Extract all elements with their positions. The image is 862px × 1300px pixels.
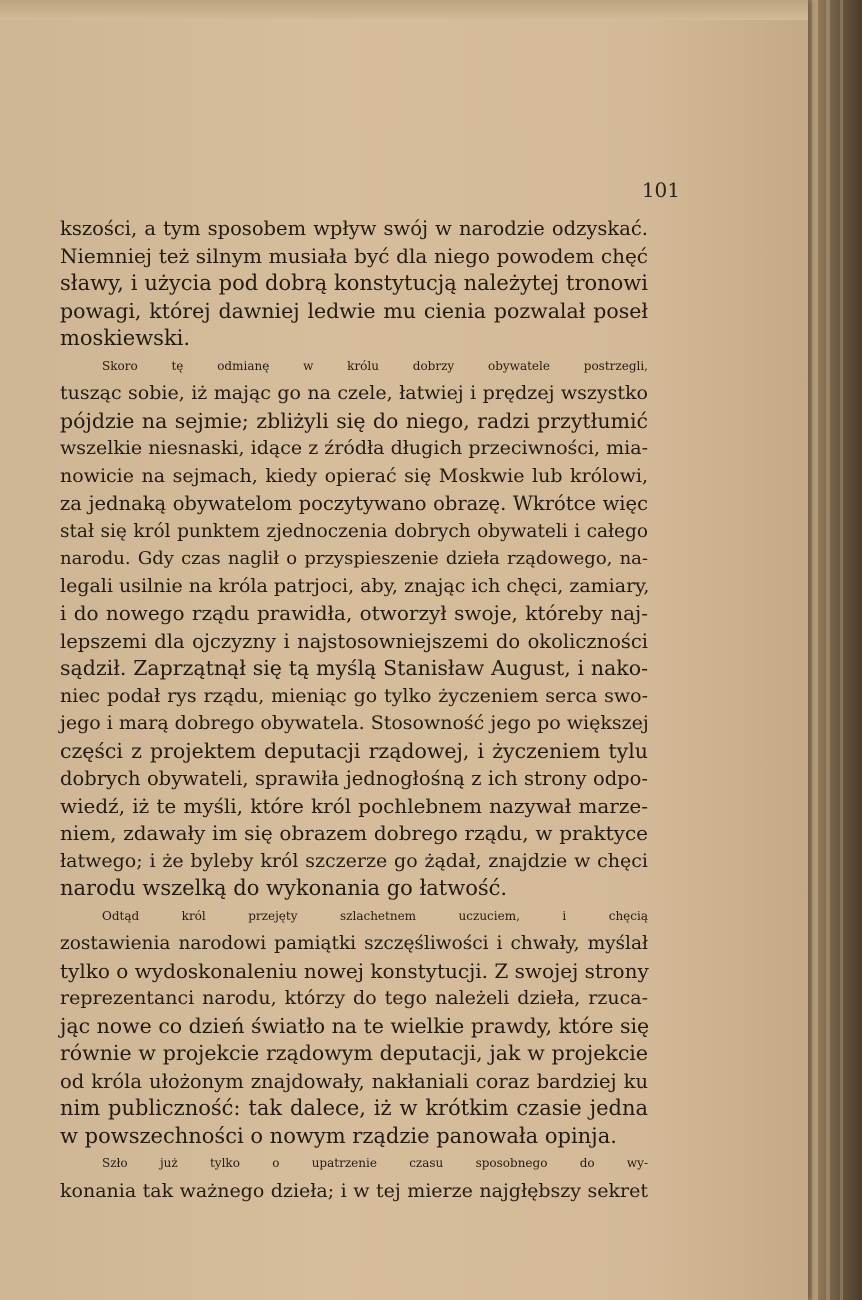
text-line: pójdzie na sejmie; zbliżyli się do niego, radzi przytłumić [60,408,648,433]
page-edge-line [840,0,843,1300]
text-line: Niemniej też silnym musiała być dla niego powodem chęć [60,243,648,268]
text-line: narodu wszelką do wykonania go łatwość. [60,876,508,900]
text-line: jąc nowe co dzień światło na te wielkie prawdy, które się [60,1013,650,1038]
text-line: sławy, i użycia pod dobrą konstytucją należytej tronowi [60,271,648,295]
page-number: 101 [641,178,680,202]
text-line: dobrych obywateli, sprawiła jednogłośną z ich strony odpo- [60,767,648,790]
text-line: powagi, której dawniej ledwie mu cienia pozwalał poseł [60,298,648,323]
text-line: sądził. Zaprzątnął się tą myślą Stanisław August, i nako- [60,656,648,680]
text-line: kszości, a tym sposobem wpływ swój w narodzie odzyskać. [60,217,648,240]
page-edge-line [826,0,830,1300]
text-line: reprezentanci narodu, którzy do tego należeli dzieła, rzuca- [60,987,648,1009]
text-line: Szło już tylko o upatrzenie czasu sposobnego do wy- [102,1156,648,1170]
text-line: zostawienia narodowi pamiątki szczęśliwości i chwały, myślał [60,933,648,954]
text-line: legali usilnie na króla patrjoci, aby, znając ich chęci, zamiary, [60,574,650,597]
body-text [60,215,648,1205]
text-line: moskiewski. [60,326,191,350]
text-line: narodu. Gdy czas naglił o przyspieszenie dzieła rządowego, na- [60,548,648,569]
text-line: nim publiczność: tak dalece, iż w krótkim czasie jedna [60,1096,648,1120]
page-edges [800,0,862,1300]
text-line: tylko o wydoskonaleniu nowej konstytucji. Z swojej strony [60,958,649,983]
text-line: Skoro tę odmianę w królu dobrzy obywatele postrzegli, [102,358,648,373]
text-line: w powszechności o nowym rządzie panowała opinja. [60,1123,617,1148]
text-line: części z projektem deputacji rządowej, i życzeniem tylu [60,738,648,763]
page-top-shadow [0,0,808,20]
text-line: i do nowego rządu prawidła, otworzył swoje, któreby naj- [60,601,648,625]
text-line: od króla ułożonym znajdowały, nakłaniali coraz bardziej ku [60,1069,648,1093]
text-line: nowicie na sejmach, kiedy opierać się Moskwie lub królowi, [60,464,648,487]
text-line: stał się król punktem zjednoczenia dobrych obywateli i całego [60,520,648,542]
text-line: tusząc sobie, iż mając go na czele, łatwiej i prędzej wszystko [60,382,648,404]
text-line: wiedź, iż te myśli, które król pochlebnem nazywał marze- [60,793,648,818]
text-line: łatwego; i że byleby król szczerze go żądał, znajdzie w chęci [60,849,648,872]
text-line: wszelkie niesnaski, idące z źródła długich przeciwności, mia- [60,437,648,459]
text-line: równie w projekcie rządowym deputacji, jak w projekcie [60,1041,648,1065]
text-line: niem, zdawały im się obrazem dobrego rządu, w praktyce [60,821,648,845]
text-line: Odtąd król przejęty szlachetnem uczuciem, i chęcią [102,908,648,923]
text-line: lepszemi dla ojczyzny i najstosowniejszemi do okoliczności [60,629,648,653]
text-line: za jednaką obywatelom poczytywano obrazę. Wkrótce więc [60,492,648,515]
text-line: niec podał rys rządu, mieniąc go tylko życzeniem serca swo- [60,684,648,707]
page-edge-line [812,0,818,1300]
text-line: konania tak ważnego dzieła; i w tej mierze najgłębszy sekret [60,1179,648,1202]
text-line: jego i marą dobrego obywatela. Stosowność jego po większej [60,712,649,734]
